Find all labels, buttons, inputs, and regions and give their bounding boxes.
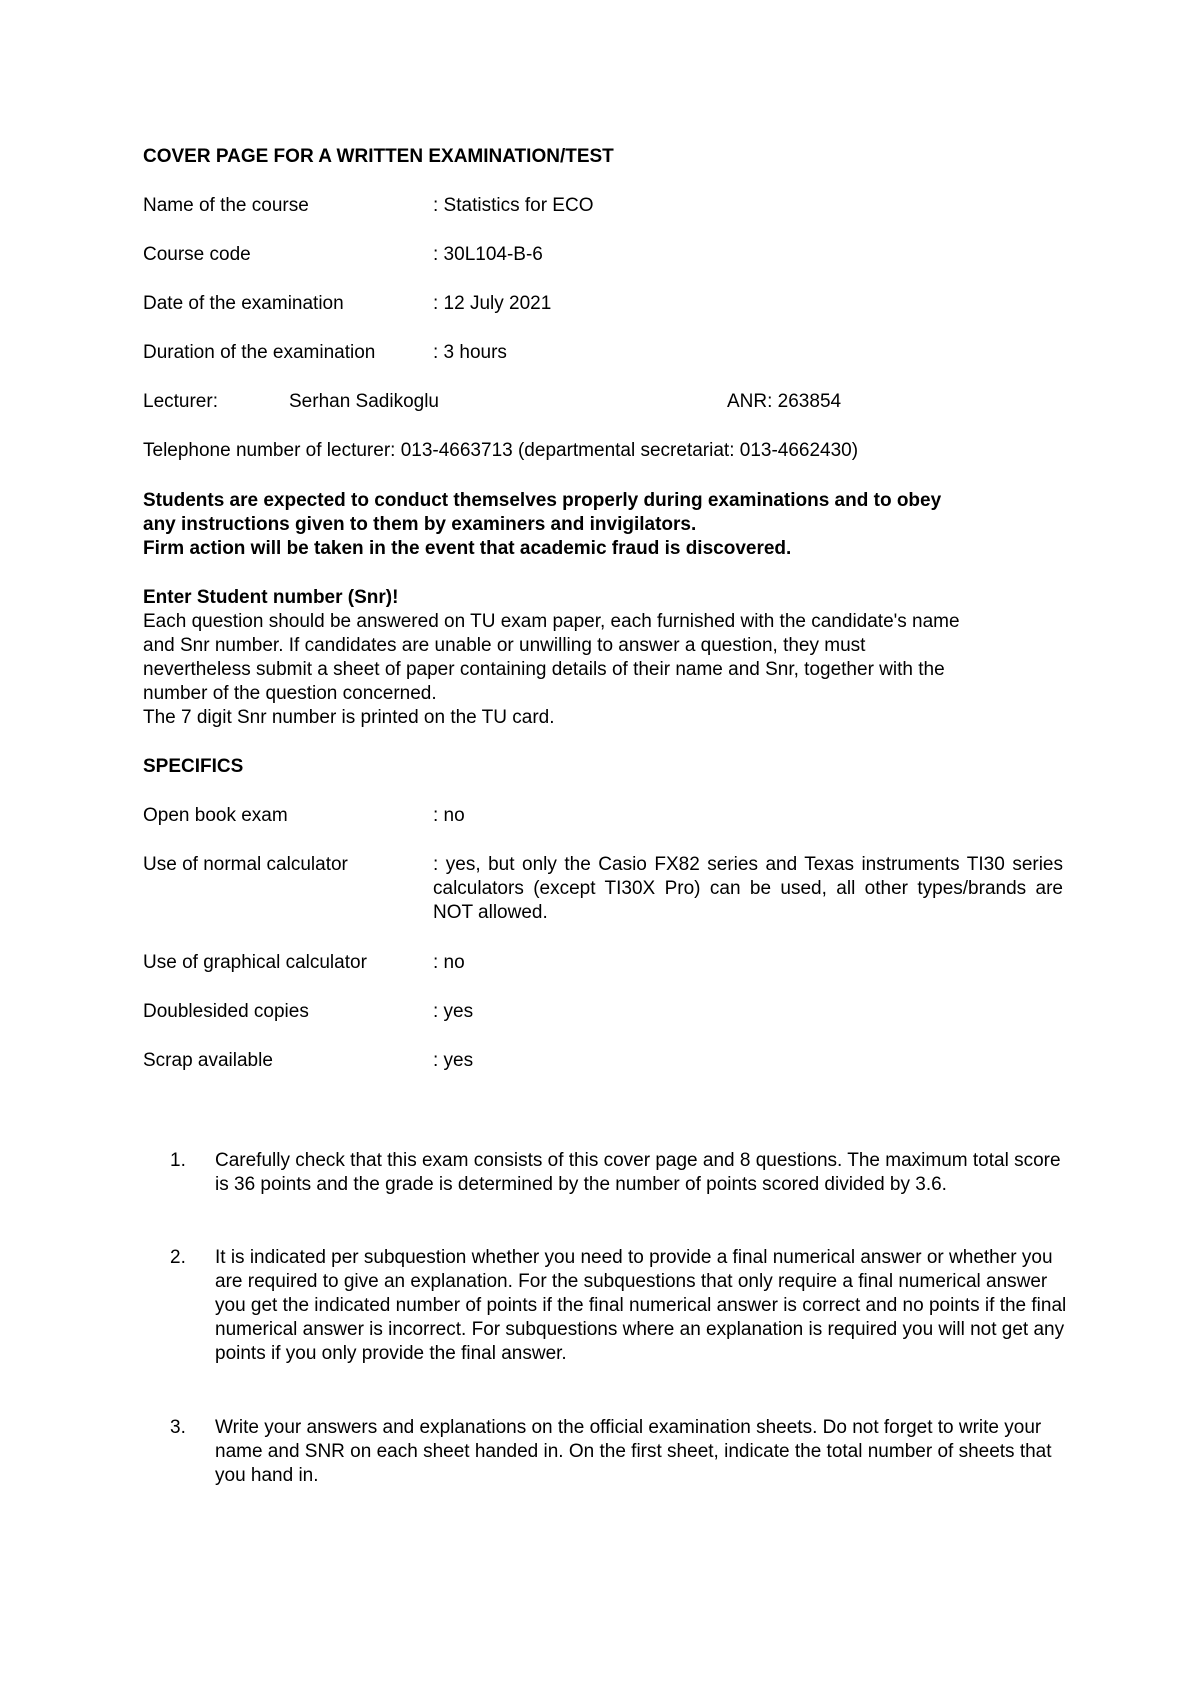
instruction-number: 2. — [170, 1247, 186, 1268]
instruction-text: Write your answers and explanations on the official examination sheets. Do not forget to write your name and SNR on each sheet handed in. On the first sheet, indicate the total number of sheets that you hand in. — [215, 1417, 1052, 1486]
instruction-text: It is indicated per subquestion whether you need to provide a final numerical answer or whether you are required to give an explanation. For the subquestions that only require a final numerical answer you get the indicated number of points if the final numerical answer is correct and no points if the final numerical answer is incorrect. For subquestions where an explanation is required you will not get any points if you only provide the final answer. — [215, 1247, 1067, 1364]
instruction-text: Carefully check that this exam consists of this cover page and 8 questions. The maximum total score is 36 points and the grade is determined by the number of points scored divided by 3.6. — [215, 1150, 1061, 1195]
open-book-label: Open book exam — [143, 805, 288, 826]
course-code-label: Course code — [143, 244, 251, 265]
exam-date-value: : 12 July 2021 — [433, 293, 552, 314]
telephone-line: Telephone number of lecturer: 013-4663713 (departmental secretariat: 013-4662430) — [143, 440, 859, 461]
lecturer-label: Lecturer: — [143, 391, 218, 412]
student-number-text-1: Each question should be answered on TU exam paper, each furnished with the candidate's name — [143, 611, 960, 632]
student-number-text-3: nevertheless submit a sheet of paper containing details of their name and Snr, together with the — [143, 659, 945, 680]
graphical-calculator-label: Use of graphical calculator — [143, 952, 367, 973]
student-number-heading: Enter Student number (Snr)! — [143, 587, 399, 608]
doublesided-value: : yes — [433, 1001, 474, 1022]
specifics-heading: SPECIFICS — [143, 756, 244, 777]
course-code-value: : 30L104-B-6 — [433, 244, 543, 265]
scrap-value: : yes — [433, 1050, 474, 1071]
conduct-notice-line-3: Firm action will be taken in the event that academic fraud is discovered. — [143, 538, 792, 559]
lecturer-name: Serhan Sadikoglu — [289, 391, 439, 412]
course-name-label: Name of the course — [143, 195, 309, 216]
student-number-text-5: The 7 digit Snr number is printed on the TU card. — [143, 707, 555, 728]
student-number-text-4: number of the question concerned. — [143, 683, 437, 704]
page-title: COVER PAGE FOR A WRITTEN EXAMINATION/TEST — [143, 146, 614, 167]
calculator-value: : yes, but only the Casio FX82 series and Texas instruments TI30 series calculators (except TI30X Pro) can be used, all other types/brands are NOT allowed. — [433, 854, 1063, 923]
doublesided-label: Doublesided copies — [143, 1001, 309, 1022]
conduct-notice-line-2: any instructions given to them by examiners and invigilators. — [143, 514, 697, 535]
scrap-label: Scrap available — [143, 1050, 273, 1071]
exam-duration-value: : 3 hours — [433, 342, 507, 363]
course-name-value: : Statistics for ECO — [433, 195, 594, 216]
exam-date-label: Date of the examination — [143, 293, 344, 314]
open-book-value: : no — [433, 805, 465, 826]
conduct-notice-line-1: Students are expected to conduct themselves properly during examinations and to obey — [143, 490, 942, 511]
instruction-number: 1. — [170, 1150, 186, 1171]
instruction-number: 3. — [170, 1417, 186, 1438]
lecturer-anr: ANR: 263854 — [727, 391, 842, 412]
exam-duration-label: Duration of the examination — [143, 342, 376, 363]
calculator-label: Use of normal calculator — [143, 854, 348, 875]
graphical-calculator-value: : no — [433, 952, 465, 973]
student-number-text-2: and Snr number. If candidates are unable or unwilling to answer a question, they must — [143, 635, 866, 656]
